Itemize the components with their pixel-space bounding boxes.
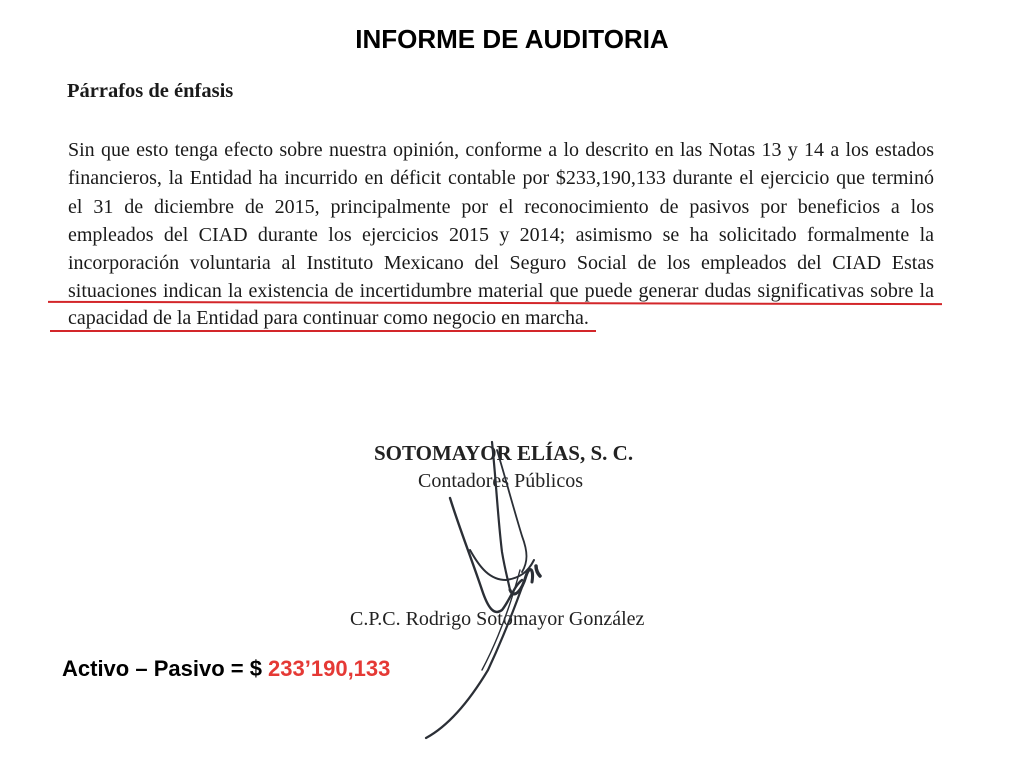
section-heading: Párrafos de énfasis — [67, 80, 234, 102]
equation-amount: 233’190,133 — [268, 656, 391, 681]
signer-name: C.P.C. Rodrigo Sotomayor González — [350, 608, 645, 630]
red-underline — [50, 330, 596, 332]
paragraph-line: empleados del CIAD durante los ejercicios 2015 y 2014; asimismo se ha solicitado formalmente la — [68, 224, 934, 246]
paragraph-line: situaciones indican la existencia de incertidumbre material que puede generar dudas significativas sobre la — [68, 280, 934, 302]
paragraph-line: el 31 de diciembre de 2015, principalmente por el reconocimiento de pasivos por beneficios a los — [68, 196, 934, 218]
firm-subtitle: Contadores Públicos — [418, 470, 583, 492]
equation-label: Activo – Pasivo = $ — [62, 656, 269, 681]
page-title: INFORME DE AUDITORIA — [355, 24, 669, 54]
equation-text — [62, 656, 390, 682]
handwritten-signature — [410, 440, 570, 740]
firm-name: SOTOMAYOR ELÍAS, S. C. — [374, 441, 634, 465]
paragraph-line: financieros, la Entidad ha incurrido en déficit contable por $233,190,133 durante el ejercicio que terminó — [68, 167, 934, 189]
paragraph-line: capacidad de la Entidad para continuar como negocio en marcha. — [68, 307, 589, 329]
paragraph-line: Sin que esto tenga efecto sobre nuestra opinión, conforme a lo descrito en las Notas 13 y 14 a los estados — [68, 139, 934, 161]
paragraph-line: incorporación voluntaria al Instituto Mexicano del Seguro Social de los empleados del CIAD Estas — [68, 252, 934, 274]
